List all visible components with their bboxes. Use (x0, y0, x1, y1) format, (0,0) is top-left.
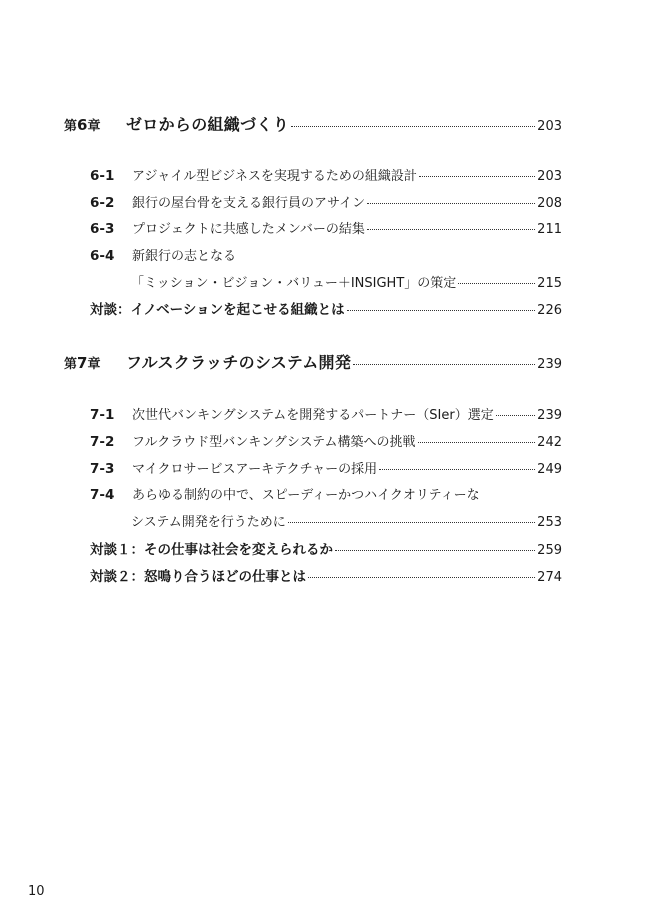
section-number: 7-4 (90, 487, 115, 503)
toc-entry (90, 431, 562, 451)
toc-entry (90, 192, 562, 212)
chapter-number: 第7章 (64, 354, 101, 372)
chapter-title: ゼロからの組織づくり (126, 115, 290, 134)
toc-entry-talk (90, 565, 562, 585)
page-ref: 239 (537, 357, 562, 372)
page-ref: 242 (537, 435, 562, 450)
page-ref: 208 (537, 196, 562, 211)
toc-entry (90, 218, 562, 238)
section-title-continuation: システム開発を行うために (131, 515, 286, 530)
toc-entry (90, 458, 562, 478)
talk-title: 対談２：怒鳴り合うほどの仕事とは (90, 569, 306, 585)
toc-entry-talk (90, 298, 562, 318)
toc-entry-continuation (131, 272, 562, 292)
page-ref: 211 (537, 222, 562, 237)
page-ref: 249 (537, 462, 562, 477)
toc-entry-continuation (131, 511, 562, 531)
section-number: 7-3 (90, 461, 115, 477)
dot-leader (347, 310, 536, 311)
dot-leader (288, 522, 535, 523)
dot-leader (353, 364, 535, 365)
talk-title: 対談：イノベーションを起こせる組織とは (90, 302, 345, 318)
chapter-heading-7 (64, 350, 562, 374)
section-number: 7-2 (90, 434, 115, 450)
page-ref: 226 (537, 303, 562, 318)
chapter-title: フルスクラッチのシステム開発 (126, 353, 352, 372)
toc-entry (90, 165, 562, 185)
dot-leader (291, 126, 535, 127)
section-title: マイクロサービスアーキテクチャーの採用 (132, 462, 378, 477)
dot-leader (308, 577, 535, 578)
toc-entry (90, 245, 562, 265)
dot-leader (418, 442, 536, 443)
dot-leader (367, 229, 535, 230)
page-ref: 215 (537, 276, 562, 291)
section-title: アジャイル型ビジネスを実現するための組織設計 (132, 169, 417, 184)
section-number: 6-2 (90, 195, 115, 211)
page-number: 10 (28, 884, 45, 899)
toc-entry (90, 484, 562, 504)
toc-entry-talk (90, 538, 562, 558)
section-title: 新銀行の志となる (132, 249, 237, 264)
dot-leader (419, 176, 535, 177)
talk-title: 対談１：その仕事は社会を変えられるか (90, 542, 333, 558)
page-ref: 239 (537, 408, 562, 423)
chapter-number: 第6章 (64, 116, 101, 134)
section-title: 銀行の屋台骨を支える銀行員のアサイン (132, 196, 366, 211)
dot-leader (496, 415, 535, 416)
section-title: プロジェクトに共感したメンバーの結集 (132, 222, 365, 237)
section-number: 6-3 (90, 221, 115, 237)
page-ref: 203 (537, 119, 562, 134)
page-ref: 274 (537, 570, 562, 585)
section-title: 次世代バンキングシステムを開発するパートナー（SIer）選定 (132, 408, 494, 423)
page-ref: 259 (537, 543, 562, 558)
section-number: 6-4 (90, 248, 115, 264)
toc-entry (90, 404, 562, 424)
section-number: 7-1 (90, 407, 115, 423)
section-title: フルクラウド型バンキングシステム構築への挑戦 (132, 435, 416, 450)
chapter-heading-6 (64, 112, 562, 136)
dot-leader (379, 469, 535, 470)
section-number: 6-1 (90, 168, 115, 184)
section-title-continuation: 「ミッション・ビジョン・バリュー＋INSIGHT」の策定 (131, 276, 457, 291)
dot-leader (367, 203, 535, 204)
section-title: あらゆる制約の中で、スピーディーかつハイクオリティーな (132, 488, 480, 503)
dot-leader (335, 550, 535, 551)
page-ref: 253 (537, 515, 562, 530)
page-ref: 203 (537, 169, 562, 184)
dot-leader (458, 283, 535, 284)
